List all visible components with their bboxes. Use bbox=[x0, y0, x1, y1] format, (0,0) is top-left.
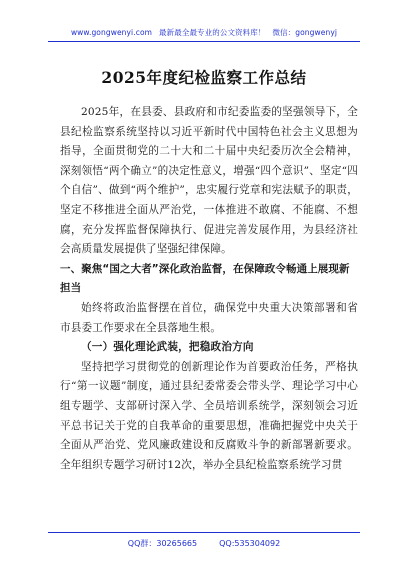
subsection-1-paragraph: 坚持把学习贯彻党的创新理论作为首要政治任务，严格执行“第一议题”制度，通过县纪委常委会带头学、理论学习中心组专题学、支部研讨深入学、全员培训系统学，深刻领会习近平总书记关于党的自我革命的重要思想，准确把握党中央关于全面从严治党、党风廉政建设和反腐败斗争的新部署新要求。全年组织专题学习研讨12次，举办全县纪检监察系统学习贯 bbox=[60, 360, 358, 471]
header-divider bbox=[48, 41, 360, 42]
footer-qq-group: QQ群：30265665 bbox=[127, 539, 198, 548]
header-banner bbox=[0, 27, 408, 38]
header-wechat: 微信：gongwenyj bbox=[272, 28, 338, 37]
footer-divider bbox=[48, 532, 360, 533]
footer-contact bbox=[0, 538, 408, 549]
intro-paragraph: 2025年，在县委、县政府和市纪委监委的坚强领导下，全县纪检监察系统坚持以习近平新时代中国特色社会主义思想为指导，全面贯彻党的二十大和二十届中央纪委历次全会精神，深刻领悟“两个确立”的决定性意义，增强“四个意识”、坚定“四个自信”、做到“两个维护”，忠实履行党章和宪法赋予的职责，坚定不移推进全面从严治党，一体推进不敢腐、不能腐、不想腐，充分发挥监督保障执行、促进完善发展作用，为县经济社会高质量发展提供了坚强纪律保障。 bbox=[60, 106, 358, 256]
header-slogan: 最新最全最专业的公文资料库！ bbox=[159, 28, 266, 37]
footer-qq: QQ:535304092 bbox=[219, 539, 281, 548]
section-1-paragraph: 始终将政治监督摆在首位，确保党中央重大决策部署和省市县委工作要求在全县落地生根。 bbox=[60, 301, 358, 334]
subsection-1-heading: （一）强化理论武装，把稳政治方向 bbox=[81, 341, 254, 354]
document-body bbox=[60, 103, 358, 475]
header-website[interactable]: www.gongwenyi.com bbox=[70, 28, 153, 37]
document-title: 2025年度纪检监察工作总结 bbox=[101, 68, 307, 87]
section-1-heading: 一、聚焦“国之大者”深化政治监督，在保障政令畅通上展现新担当 bbox=[60, 262, 350, 295]
